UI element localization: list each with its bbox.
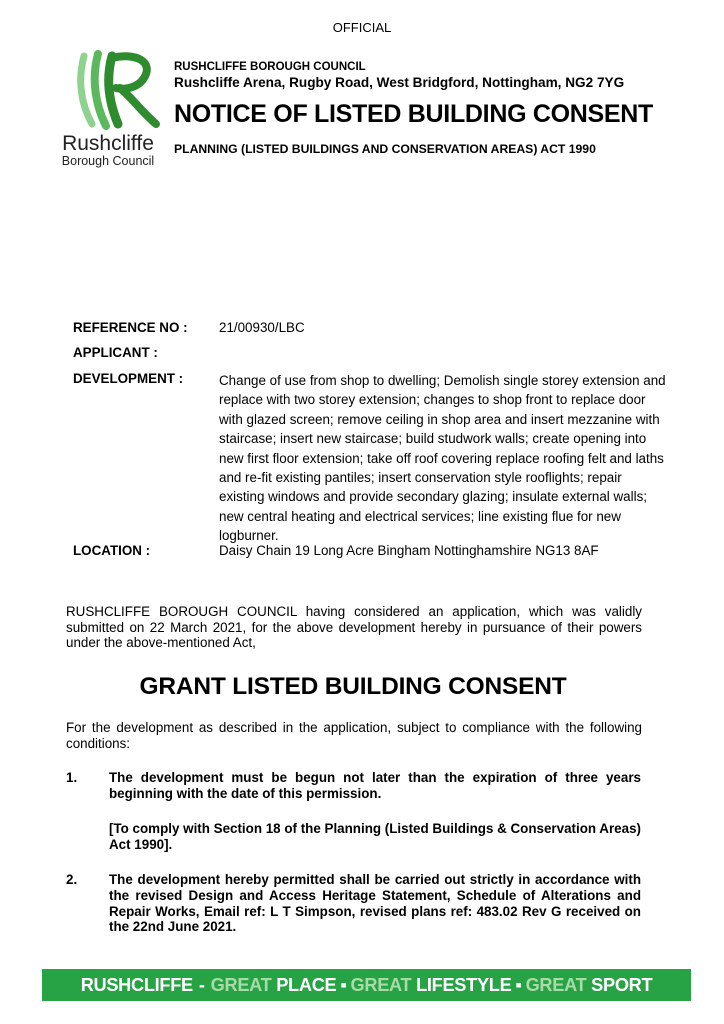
condition-text: The development must be begun not later than the expiration of three years beginning with the date of this permission. [109, 770, 641, 801]
council-name: RUSHCLIFFE BOROUGH COUNCIL [174, 61, 366, 73]
footer-bullet: ▪ [515, 974, 522, 995]
footer-great: GREAT [525, 974, 587, 995]
logo-subtitle: Borough Council [61, 154, 155, 168]
footer-bullet: ▪ [340, 974, 347, 995]
rushcliffe-r-logo-icon [62, 50, 162, 130]
footer-rushcliffe: RUSHCLIFFE [80, 974, 193, 995]
decision-heading: GRANT LISTED BUILDING CONSENT [139, 673, 567, 700]
council-logo [52, 50, 162, 175]
conditions-intro: For the development as described in the application, subject to compliance with the following conditions: [66, 720, 642, 751]
condition-reason: [To comply with Section 18 of the Planning (Listed Buildings & Conservation Areas) Act 1990]. [109, 821, 641, 852]
location-value: Daisy Chain 19 Long Acre Bingham Nottinghamshire NG13 8AF [219, 543, 599, 558]
condition-number: 1. [66, 770, 78, 785]
footer-dash: - [198, 974, 205, 995]
act-clip-mask [174, 167, 654, 177]
footer-banner [42, 969, 691, 1001]
footer-place: PLACE [276, 974, 337, 995]
council-address: Rushcliffe Arena, Rugby Road, West Bridgford, Nottingham, NG2 7YG [174, 75, 625, 90]
footer-sport: SPORT [591, 974, 653, 995]
logo-name: Rushcliffe [62, 132, 154, 155]
development-value: Change of use from shop to dwelling; Demolish single storey extension and replace with two storey extension; changes to shop front to replace door with glazed screen; remove ceiling in shop area and insert mezzanine with staircase; insert new staircase; build studwork walls; create opening into new first floor extension; take off roof covering replace roofing felt and laths and re-fit existing pantiles; insert conservation style rooflights; repair existing windows and provide secondary glazing; insulate external walls; new central heating and electrical services; line existing flue for new logburner. [219, 373, 666, 544]
reference-value: 21/00930/LBC [219, 320, 305, 335]
act-title: PLANNING (LISTED BUILDINGS AND CONSERVATION AREAS) ACT 1990 [174, 142, 596, 156]
condition-number: 2. [66, 872, 78, 887]
footer-great: GREAT [210, 974, 272, 995]
footer-great: GREAT [350, 974, 412, 995]
condition-text: The development hereby permitted shall be carried out strictly in accordance with the revised Design and Access Heritage Statement, Schedule of Alterations and Repair Works, Email ref: L T Simpson, revised plans ref: 483.02 Rev G received on the 22nd June 2021. [109, 872, 641, 935]
footer-lifestyle: LIFESTYLE [416, 974, 512, 995]
location-label: LOCATION : [73, 543, 151, 558]
notice-title: NOTICE OF LISTED BUILDING CONSENT [174, 100, 653, 128]
applicant-label: APPLICANT : [73, 345, 158, 360]
intro-paragraph: RUSHCLIFFE BOROUGH COUNCIL having considered an application, which was validly submitted on 22 March 2021, for the above development hereby in pursuance of their powers under the above-mentioned Act, [66, 604, 642, 650]
reference-label: REFERENCE NO : [73, 320, 188, 335]
development-label: DEVELOPMENT : [73, 371, 184, 386]
official-marking: OFFICIAL [332, 20, 392, 35]
